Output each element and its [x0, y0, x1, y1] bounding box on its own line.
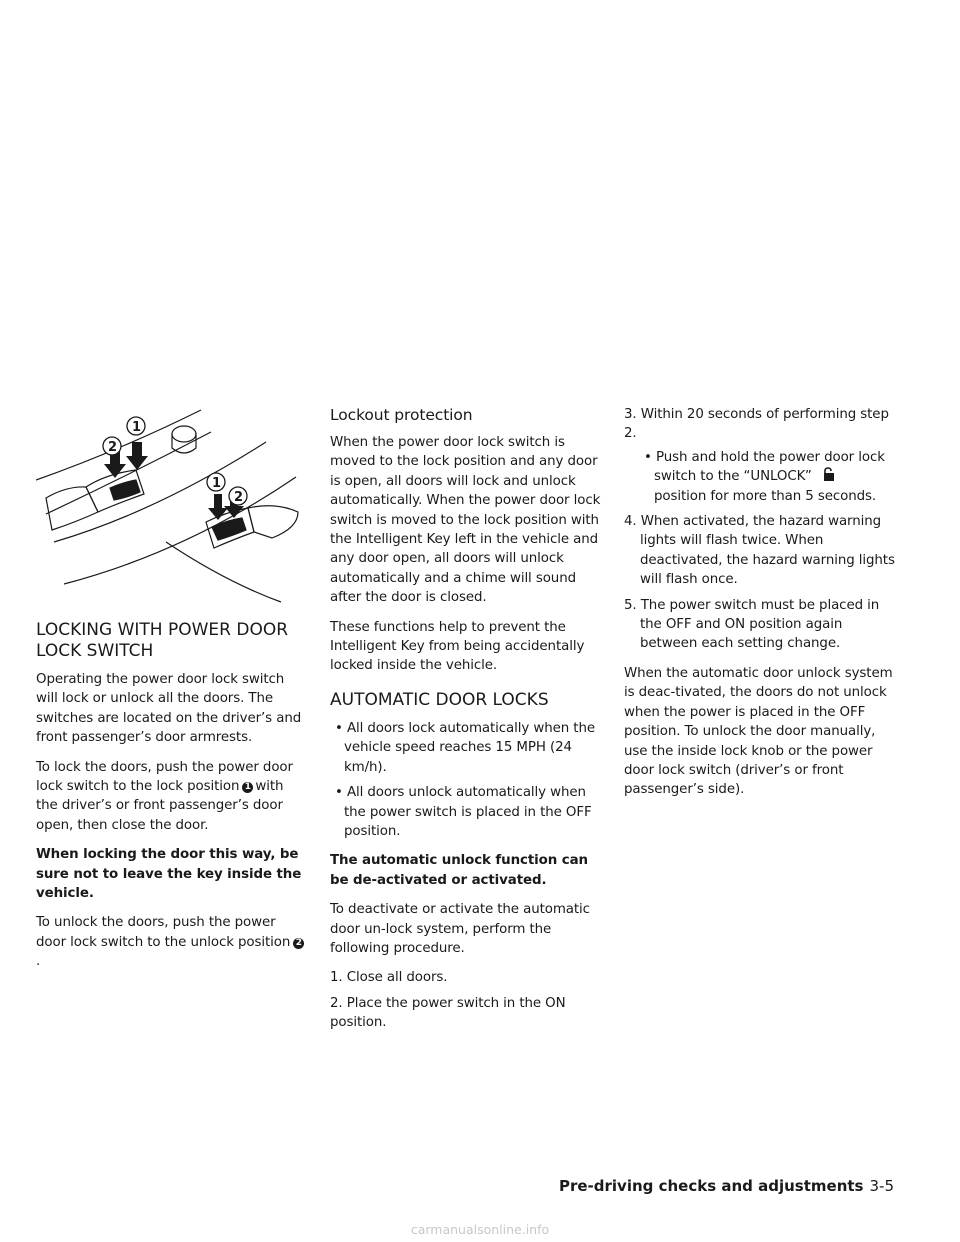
warning-text: When locking the door this way, be sure not to leave the key inside the vehicle.: [36, 847, 302, 902]
paragraph: These functions help to prevent the Intelligent Key from being accidentally locked inside the vehicle.: [330, 619, 585, 674]
svg-text:1: 1: [132, 420, 142, 435]
paragraph: To lock the doors, push the power door lock switch to the lock position 1 with the driver’s or front passenger’s door open, then close the door.: [36, 759, 293, 833]
paragraph: To deactivate or activate the automatic door un-lock system, perform the following procedure.: [330, 902, 590, 956]
paragraph: To unlock the doors, push the power door lock switch to the unlock position 2.: [36, 913, 308, 971]
list-item: • All doors lock automatically when the vehicle speed reaches 15 MPH (24 km/h).: [335, 720, 595, 775]
column-right: [624, 405, 896, 810]
list-item: 3. Within 20 seconds of performing step 2.: [624, 407, 889, 442]
unlock-icon: [822, 467, 836, 481]
door-lock-switch-illustration: [36, 402, 308, 604]
list-item: • All doors unlock automatically when the power switch is placed in the OFF position.: [335, 785, 592, 839]
list-item: • Push and hold the power door lock switch to the “UNLOCK”position for more than 5 seconds.: [644, 449, 885, 504]
callout-1-icon: 1: [242, 782, 253, 793]
list-item: 4. When activated, the hazard warning lights will flash twice. When deactivated, the hazard warning lights will flash once.: [624, 514, 895, 588]
subsection-heading: Lockout protection: [330, 406, 473, 424]
svg-text:2: 2: [234, 490, 244, 505]
column-left: [36, 620, 308, 982]
list-item: 2. Place the power switch in the ON position.: [330, 995, 566, 1031]
footer-section-title: Pre-driving checks and adjustments: [558, 1177, 864, 1195]
paragraph: Operating the power door lock switch will lock or unlock all the doors. The switches are located on the driver’s and front passenger’s door armrests.: [36, 672, 302, 746]
list-item: 1. Close all doors.: [330, 970, 448, 986]
list-item: 5. The power switch must be placed in the OFF and ON position again between each setting change.: [624, 597, 880, 652]
svg-text:1: 1: [212, 476, 222, 491]
svg-text:2: 2: [108, 440, 118, 455]
page-footer: [559, 1177, 894, 1196]
watermark: carmanualsonline.info: [410, 1222, 550, 1237]
notice-text: The automatic unlock function can be de-activated or activated.: [330, 853, 588, 888]
section-heading: AUTOMATIC DOOR LOCKS: [330, 689, 549, 710]
paragraph: When the power door lock switch is moved to the lock position and any door is open, all doors will lock and unlock automatically. When the power door lock switch is moved to the lock position with the Intelligent Key left in the vehicle and any door open, all doors will unlock automatically and a chime will sound after the door is closed.: [330, 435, 601, 606]
page-number: 3-5: [869, 1177, 894, 1195]
paragraph: When the automatic door unlock system is deac-tivated, the doors do not unlock when the power is placed in the OFF position. To unlock the door manually, use the inside lock knob or the power door lock switch (driver’s or front passenger’s side).: [624, 665, 893, 798]
callout-2-icon: 2: [293, 938, 304, 949]
section-heading: LOCKING WITH POWER DOOR LOCK SWITCH: [36, 620, 289, 661]
column-middle: [330, 405, 602, 1043]
